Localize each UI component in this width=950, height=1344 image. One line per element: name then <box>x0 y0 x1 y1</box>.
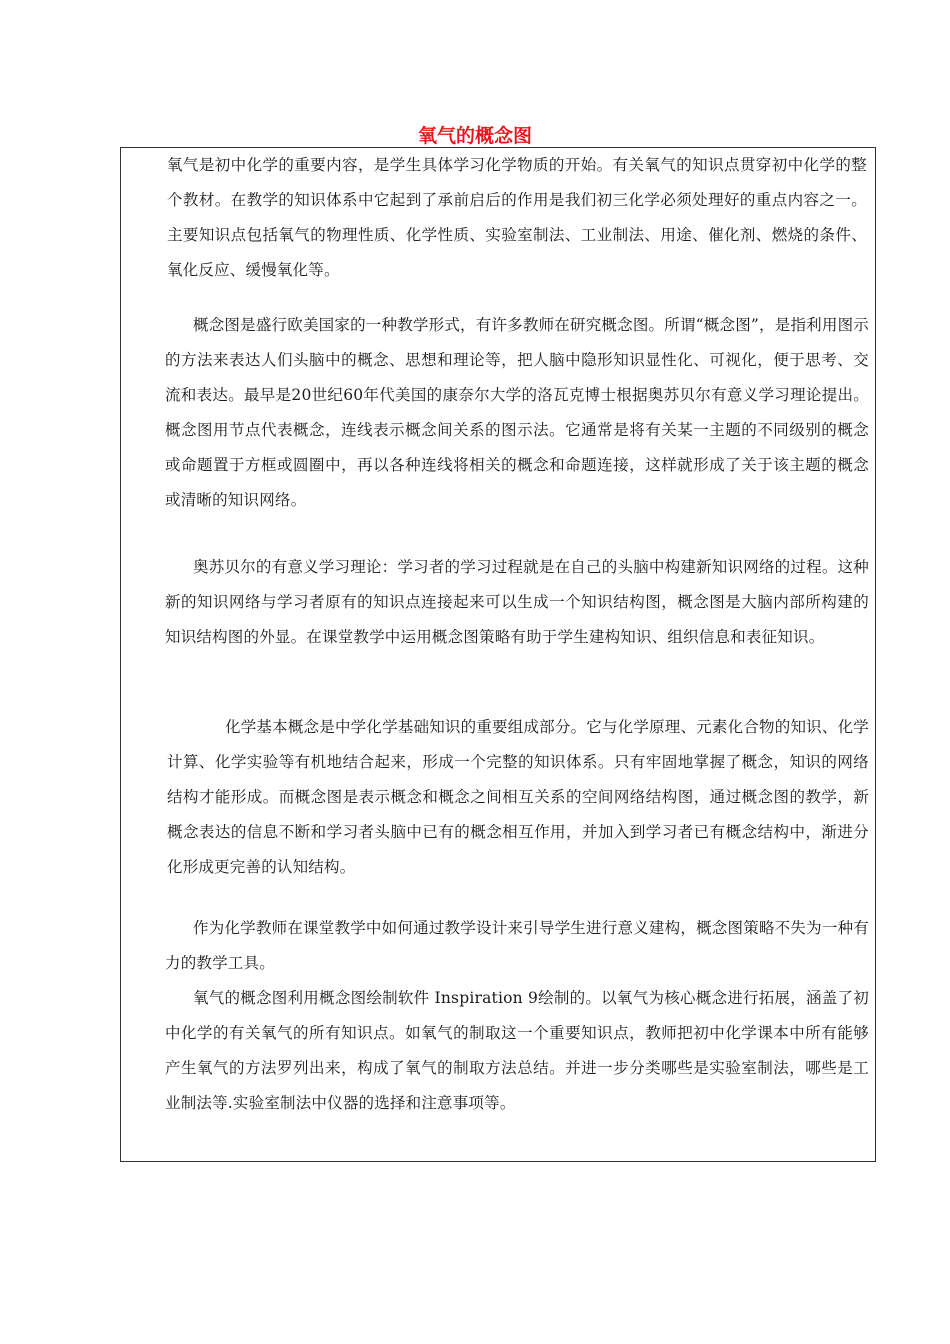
paragraph-intro-oxygen: 氧气是初中化学的重要内容，是学生具体学习化学物质的开始。有关氧气的知识点贯穿初中化学的整个教材。在教学的知识体系中它起到了承前启后的作用是我们初三化学必须处理好的重点内容之一。主要知识点包括氧气的物理性质、化学性质、实验室制法、工业制法、用途、催化剂、燃烧的条件、氧化反应、缓慢氧化等。 <box>167 156 867 279</box>
content-box <box>120 147 876 1162</box>
paragraph-concept-map-definition: 概念图是盛行欧美国家的一种教学形式，有许多教师在研究概念图。所谓“概念图”，是指利用图示的方法来表达人们头脑中的概念、思想和理论等，把人脑中隐形知识显性化、可视化，便于思考、交流和表达。最早是20世纪60年代美国的康奈尔大学的洛瓦克博士根据奥苏贝尔有意义学习理论提出。概念图用节点代表概念，连线表示概念间关系的图示法。它通常是将有关某一主题的不同级别的概念或命题置于方框或圆圈中，再以各种连线将相关的概念和命题连接，这样就形成了关于该主题的概念或清晰的知识网络。 <box>165 316 869 509</box>
paragraph-oxygen-concept-map: 氧气的概念图利用概念图绘制软件 Inspiration 9绘制的。以氧气为核心概念进行拓展，涵盖了初中化学的有关氧气的所有知识点。如氧气的制取这一个重要知识点，教师把初中化学课本中所有能够产生氧气的方法罗列出来，构成了氧气的制取方法总结。并进一步分类哪些是实验室制法，哪些是工业制法等.实验室制法中仪器的选择和注意事项等。 <box>165 989 869 1112</box>
paragraph-ausubel-theory: 奥苏贝尔的有意义学习理论：学习者的学习过程就是在自己的头脑中构建新知识网络的过程。这种新的知识网络与学习者原有的知识点连接起来可以生成一个知识结构图，概念图是大脑内部所构建的知识结构图的外显。在课堂教学中运用概念图策略有助于学生建构知识、组织信息和表征知识。 <box>165 558 869 646</box>
page-title: 氧气的概念图 <box>417 125 532 147</box>
paragraph-basic-concepts: 化学基本概念是中学化学基础知识的重要组成部分。它与化学原理、元素化合物的知识、化学计算、化学实验等有机地结合起来，形成一个完整的知识体系。只有牢固地掌握了概念，知识的网络结构才能形成。而概念图是表示概念和概念之间相互关系的空间网络结构图，通过概念图的教学，新概念表达的信息不断和学习者头脑中已有的概念相互作用，并加入到学习者已有概念结构中，渐进分化形成更完善的认知结构。 <box>167 718 869 876</box>
paragraph-teaching-tool: 作为化学教师在课堂教学中如何通过教学设计来引导学生进行意义建构，概念图策略不失为一种有力的教学工具。 <box>165 919 869 972</box>
